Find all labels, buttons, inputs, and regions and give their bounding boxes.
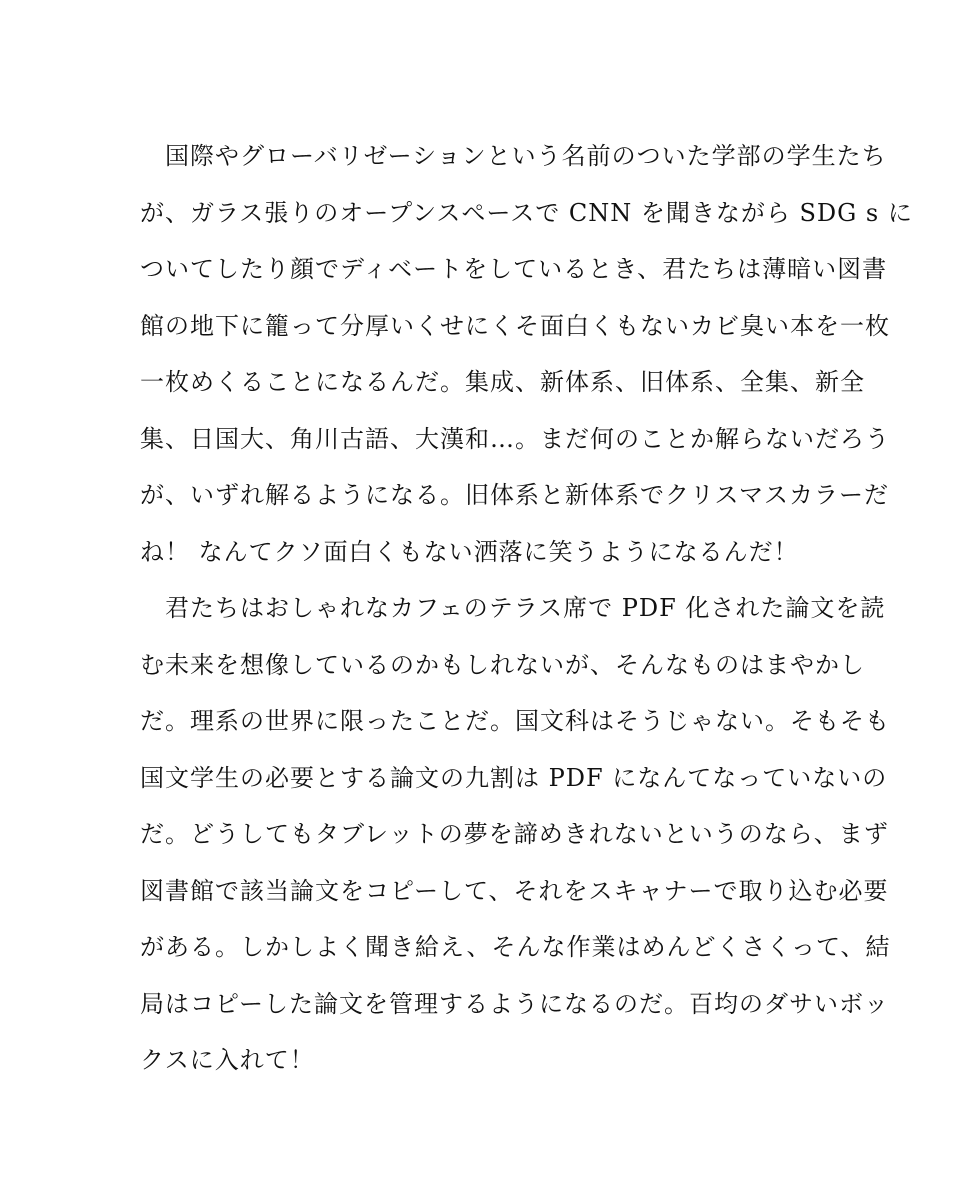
paragraph-1 [140, 128, 913, 580]
text-line: クスに入れて！ [140, 1046, 315, 1074]
text-line: だ。どうしてもタブレットの夢を諦めきれないというのなら、まず [140, 820, 889, 848]
text-line: 国文学生の必要とする論文の九割は PDF になんてなっていないの [140, 763, 888, 792]
text-line: が、ガラス張りのオープンスペースで CNN を聞きながら SDG s に [140, 198, 913, 227]
text-line: ついてしたり顔でディベートをしているとき、君たちは薄暗い図書 [140, 255, 888, 283]
text-line: 一枚めくることになるんだ。集成、新体系、旧体系、全集、新全 [140, 368, 865, 396]
text-line: 局はコピーした論文を管理するようになるのだ。百均のダサいボッ [140, 989, 890, 1018]
text-line: む未来を想像しているのかもしれないが、そんなものはまやかし [140, 650, 865, 679]
text-line: 君たちはおしゃれなカフェのテラス席で PDF 化された論文を読 [140, 594, 886, 622]
text-line: ね！ なんてクソ面白くもない洒落に笑うようになるんだ！ [140, 537, 799, 566]
text-line: がある。しかしよく聞き給え、そんな作業はめんどくさくって、結 [140, 933, 891, 961]
text-line: 館の地下に籠って分厚いくせにくそ面白くもないカビ臭い本を一枚 [140, 311, 890, 340]
text-line: 集、日国大、角川古語、大漢和…。まだ何のことか解らないだろう [140, 424, 890, 453]
text-line: 図書館で該当論文をコピーして、それをスキャナーで取り込む必要 [140, 876, 889, 905]
text-line: 国際やグローバリゼーションという名前のついた学部の学生たち [140, 142, 887, 170]
text-line: だ。理系の世界に限ったことだ。国文科はそうじゃない。そもそも [140, 707, 890, 735]
document-body [140, 128, 913, 1089]
text-line: が、いずれ解るようになる。旧体系と新体系でクリスマスカラーだ [140, 481, 890, 509]
paragraph-2 [140, 580, 891, 1089]
